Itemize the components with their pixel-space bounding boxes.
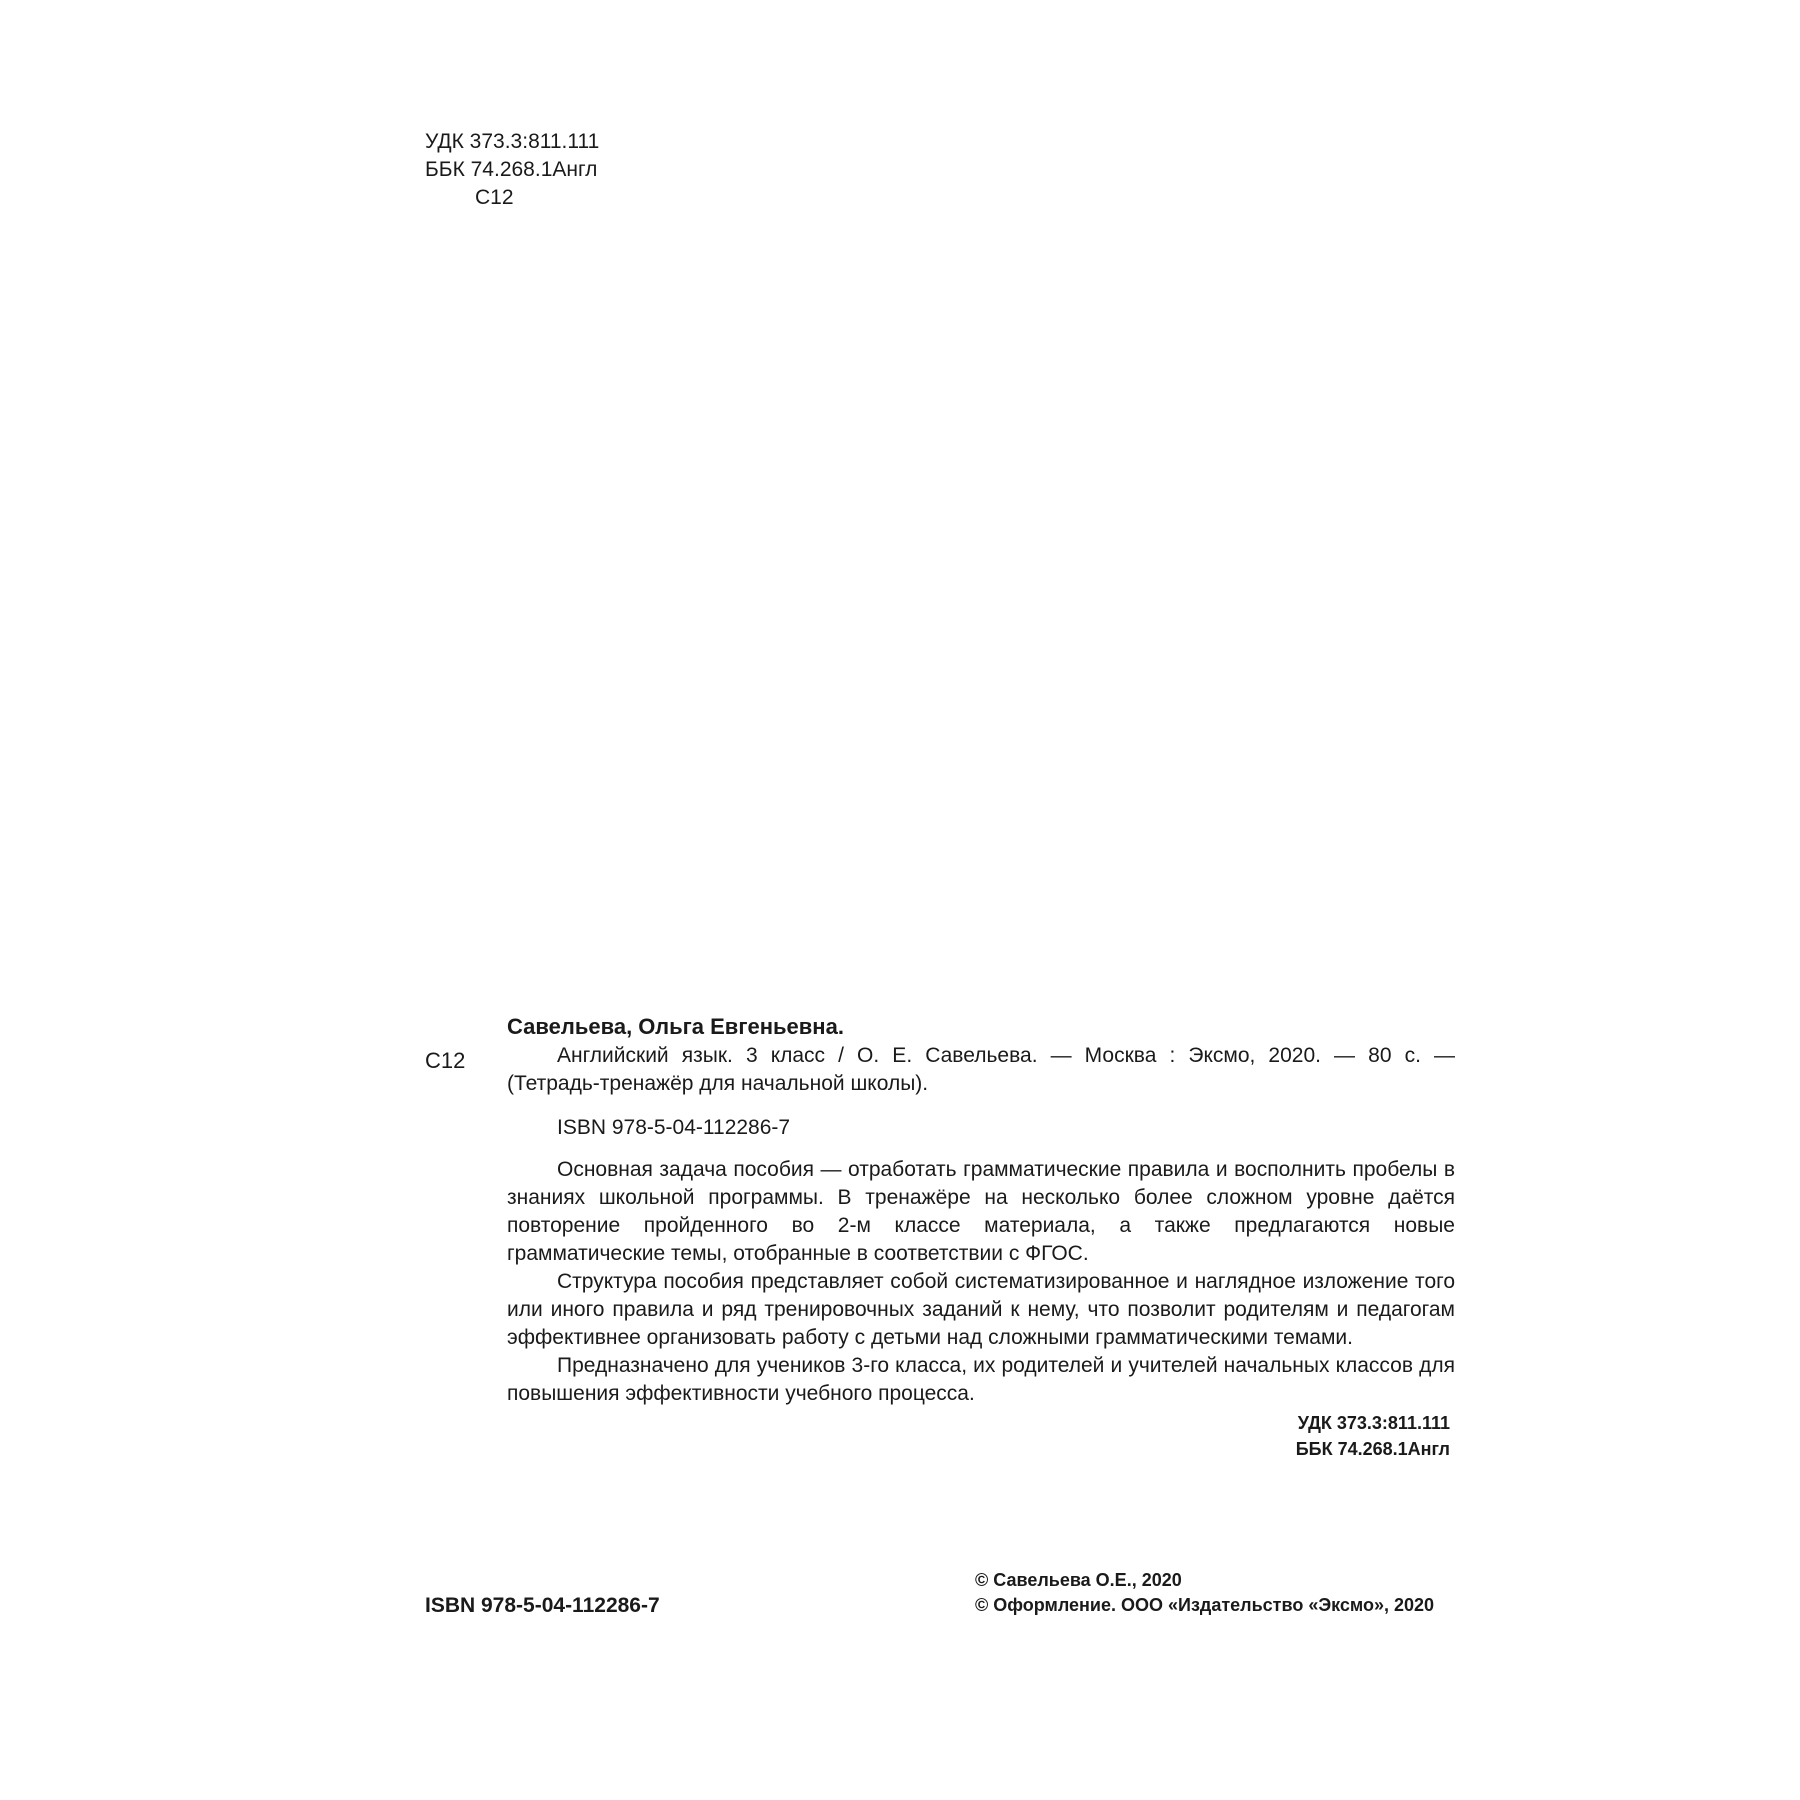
catalog-author: Савельева, Ольга Евгеньевна. — [507, 1014, 844, 1039]
copyright-block — [975, 1568, 1434, 1618]
catalog-udk: УДК 373.3:811.111 — [1297, 1413, 1450, 1433]
abstract-paragraph: Основная задача пособия — отработать грамматические правила и восполнить пробелы в знаниях школьной программы. В тренажёре на несколько более сложном уровне даётся повторение пройденного во 2-м классе материала, а также предлагаются новые грамматические темы, отобранные в соответствии с ФГОС. — [507, 1158, 1455, 1265]
catalog-abstract — [507, 1156, 1455, 1408]
copyright-design: © Оформление. ООО «Издательство «Эксмо», 2020 — [975, 1595, 1435, 1615]
catalog-author-mark: С12 — [425, 1048, 466, 1073]
header-udk: УДК 373.3:811.111 — [425, 130, 600, 153]
catalog-series-line: (Тетрадь-тренажёр для начальной школы). — [507, 1072, 929, 1095]
catalog-classification-codes — [507, 1410, 1455, 1462]
header-classification-codes — [425, 128, 599, 212]
catalog-bbk: ББК 74.268.1Англ — [1295, 1439, 1450, 1459]
catalog-title-line: Английский язык. 3 класс / О. Е. Савельева. — Москва : Эксмо, 2020. — 80 с. — — [557, 1044, 1455, 1067]
header-author-mark: С12 — [475, 186, 514, 209]
abstract-paragraph: Структура пособия представляет собой систематизированное и наглядное изложение того или иного правила и ряд тренировочных заданий к нему, что позволит родителям и педагогам эффективнее организовать работу с детьми над сложными грамматическими темами. — [507, 1270, 1455, 1349]
catalog-entry — [507, 1012, 1455, 1462]
catalog-isbn: ISBN 978-5-04-112286-7 — [557, 1116, 791, 1139]
footer-isbn: ISBN 978-5-04-112286-7 — [425, 1594, 660, 1617]
header-bbk: ББК 74.268.1Англ — [425, 158, 598, 181]
copyright-author: © Савельева О.Е., 2020 — [975, 1570, 1182, 1590]
abstract-paragraph: Предназначено для учеников 3-го класса, их родителей и учителей начальных классов для повышения эффективности учебного процесса. — [507, 1354, 1455, 1405]
